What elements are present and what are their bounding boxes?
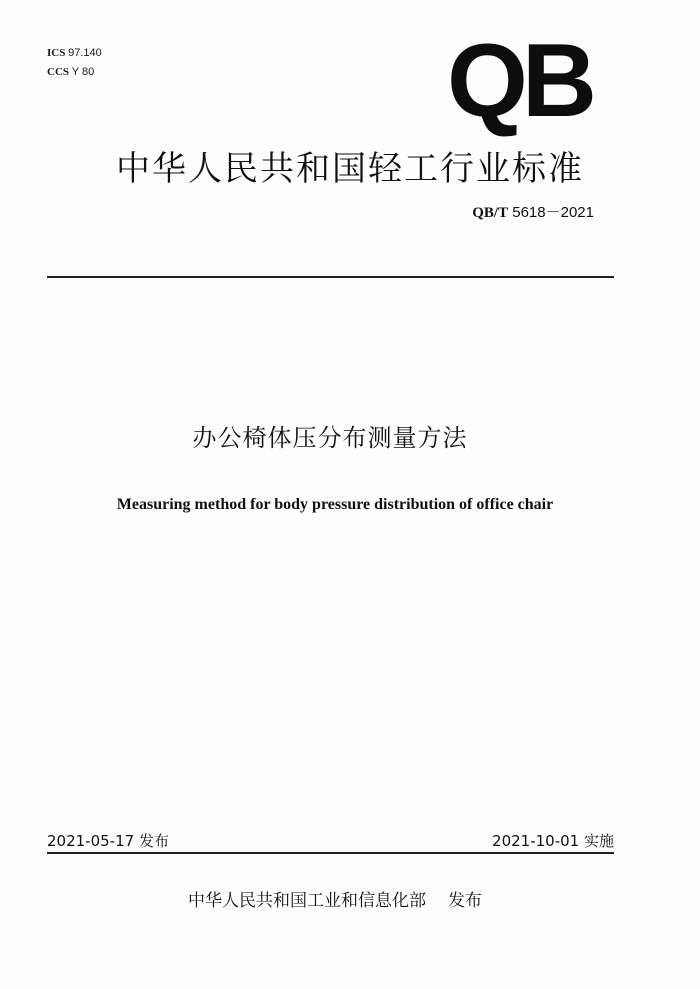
publisher-line [0, 886, 700, 911]
publisher-name: 中华人民共和国工业和信息化部 [188, 891, 426, 911]
classification-codes [47, 44, 102, 82]
ccs-label: CCS [47, 66, 70, 78]
standard-prefix: QB/T [472, 205, 509, 221]
ics-code [47, 44, 102, 63]
top-divider [47, 276, 614, 278]
ics-value: 97.140 [68, 47, 102, 59]
ics-label: ICS [47, 47, 66, 59]
qb-logo: QB [447, 23, 591, 139]
title-chinese: 办公椅体压分布测量方法 [192, 424, 468, 452]
publisher-action: 发布 [448, 891, 482, 911]
issue-date: 2021-05-17 发布 [47, 832, 169, 850]
implementation-date: 2021-10-01 实施 [492, 832, 614, 850]
issuer-title: 中华人民共和国轻工行业标准 [116, 149, 584, 189]
standard-code: 5618－2021 [512, 204, 594, 221]
bottom-divider [47, 852, 614, 854]
standard-number [472, 201, 594, 222]
title-english: Measuring method for body pressure distribution of office chair [116, 496, 554, 513]
ccs-value: Y 80 [71, 66, 95, 78]
ccs-code [47, 63, 102, 82]
